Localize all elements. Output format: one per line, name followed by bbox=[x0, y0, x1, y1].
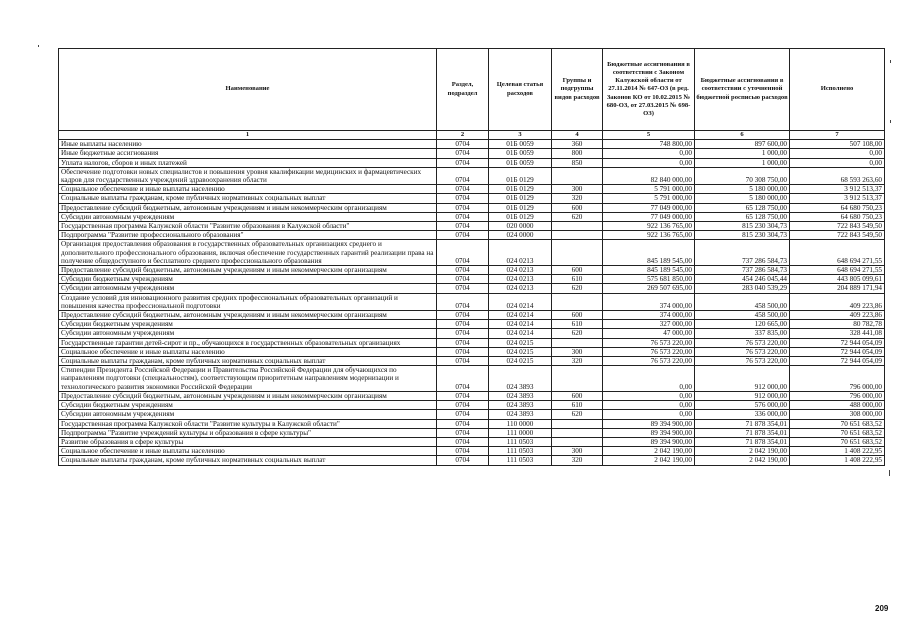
table-row bbox=[59, 240, 885, 266]
cell-law: 845 189 545,00 bbox=[603, 240, 695, 266]
cell-target: 111 0503 bbox=[489, 456, 552, 465]
table-row bbox=[59, 212, 885, 221]
table-row bbox=[59, 329, 885, 338]
cell-schedule: 458 500,00 bbox=[695, 311, 790, 320]
table-row bbox=[59, 320, 885, 329]
cell-group: 300 bbox=[552, 447, 603, 456]
header-section: Раздел, подраздел bbox=[437, 49, 489, 131]
cell-group: 300 bbox=[552, 185, 603, 194]
table-row bbox=[59, 167, 885, 184]
cell-group: 620 bbox=[552, 284, 603, 293]
cell-name: Иные бюджетные ассигнования bbox=[59, 149, 437, 158]
cell-name: Создание условий для инновационного развития средних профессиональных образовательных организаций и повышения качества профессиональной подготовки bbox=[59, 293, 437, 310]
cell-executed: 308 000,00 bbox=[790, 410, 885, 419]
cell-group bbox=[552, 231, 603, 240]
cell-target: 01Б 0059 bbox=[489, 140, 552, 149]
cell-target: 024 0213 bbox=[489, 240, 552, 266]
cell-group: 620 bbox=[552, 410, 603, 419]
cell-executed: 70 651 683,52 bbox=[790, 419, 885, 428]
cell-group: 600 bbox=[552, 203, 603, 212]
cell-section: 0704 bbox=[437, 366, 489, 392]
cell-group: 610 bbox=[552, 275, 603, 284]
cell-law: 76 573 220,00 bbox=[603, 347, 695, 356]
cell-law: 0,00 bbox=[603, 149, 695, 158]
cell-name: Социальные выплаты гражданам, кроме публичных нормативных социальных выплат bbox=[59, 357, 437, 366]
cell-law: 5 791 000,00 bbox=[603, 185, 695, 194]
cell-name: Субсидии автономным учреждениям bbox=[59, 284, 437, 293]
scan-mark bbox=[890, 120, 891, 123]
cell-law: 77 049 000,00 bbox=[603, 203, 695, 212]
cell-schedule: 912 000,00 bbox=[695, 366, 790, 392]
table-row bbox=[59, 456, 885, 465]
header-name: Наименование bbox=[59, 49, 437, 131]
cell-section: 0704 bbox=[437, 401, 489, 410]
cell-section: 0704 bbox=[437, 158, 489, 167]
cell-target: 111 0503 bbox=[489, 437, 552, 446]
cell-section: 0704 bbox=[437, 194, 489, 203]
scan-mark bbox=[889, 470, 890, 476]
cell-section: 0704 bbox=[437, 447, 489, 456]
cell-name: Предоставление субсидий бюджетным, автономным учреждениям и иным некоммерческим организациям bbox=[59, 266, 437, 275]
cell-law: 76 573 220,00 bbox=[603, 338, 695, 347]
cell-target: 01Б 0059 bbox=[489, 149, 552, 158]
cell-target: 024 0215 bbox=[489, 338, 552, 347]
cell-executed: 328 441,08 bbox=[790, 329, 885, 338]
cell-name: Государственные гарантии детей-сирот и пр., обучающихся в государственных образовательных организациях bbox=[59, 338, 437, 347]
cell-group bbox=[552, 293, 603, 310]
cell-section: 0704 bbox=[437, 212, 489, 221]
cell-group: 610 bbox=[552, 401, 603, 410]
cell-section: 0704 bbox=[437, 338, 489, 347]
header-target: Целевая статья расходов bbox=[489, 49, 552, 131]
cell-section: 0704 bbox=[437, 293, 489, 310]
cell-section: 0704 bbox=[437, 284, 489, 293]
table-row bbox=[59, 437, 885, 446]
cell-law: 76 573 220,00 bbox=[603, 357, 695, 366]
cell-law: 575 681 850,00 bbox=[603, 275, 695, 284]
table-row bbox=[59, 266, 885, 275]
cell-group bbox=[552, 419, 603, 428]
cell-executed: 0,00 bbox=[790, 158, 885, 167]
cell-schedule: 454 246 045,44 bbox=[695, 275, 790, 284]
cell-group bbox=[552, 167, 603, 184]
cell-law: 2 042 190,00 bbox=[603, 447, 695, 456]
cell-schedule: 737 286 584,73 bbox=[695, 240, 790, 266]
cell-law: 327 000,00 bbox=[603, 320, 695, 329]
cell-section: 0704 bbox=[437, 347, 489, 356]
cell-law: 2 042 190,00 bbox=[603, 456, 695, 465]
cell-group: 360 bbox=[552, 140, 603, 149]
cell-target: 024 0214 bbox=[489, 320, 552, 329]
cell-target: 01Б 0129 bbox=[489, 167, 552, 184]
cell-executed: 409 223,86 bbox=[790, 293, 885, 310]
cell-section: 0704 bbox=[437, 231, 489, 240]
cell-executed: 648 694 271,55 bbox=[790, 240, 885, 266]
column-number: 5 bbox=[603, 131, 695, 140]
cell-name: Социальное обеспечение и иные выплаты населению bbox=[59, 185, 437, 194]
cell-target: 01Б 0129 bbox=[489, 194, 552, 203]
cell-executed: 72 944 054,09 bbox=[790, 357, 885, 366]
scan-mark bbox=[890, 60, 891, 63]
cell-target: 024 0213 bbox=[489, 275, 552, 284]
cell-executed: 507 108,00 bbox=[790, 140, 885, 149]
table-row bbox=[59, 222, 885, 231]
cell-schedule: 76 573 220,00 bbox=[695, 357, 790, 366]
cell-section: 0704 bbox=[437, 329, 489, 338]
cell-executed: 722 843 549,50 bbox=[790, 231, 885, 240]
table-row bbox=[59, 419, 885, 428]
cell-section: 0704 bbox=[437, 419, 489, 428]
cell-name: Подпрограмма "Развитие учреждений культуры и образования в сфере культуры" bbox=[59, 428, 437, 437]
cell-schedule: 458 500,00 bbox=[695, 293, 790, 310]
cell-executed: 1 408 222,95 bbox=[790, 447, 885, 456]
cell-target: 024 0214 bbox=[489, 293, 552, 310]
cell-name: Социальное обеспечение и иные выплаты населению bbox=[59, 347, 437, 356]
cell-schedule: 737 286 584,73 bbox=[695, 266, 790, 275]
cell-section: 0704 bbox=[437, 275, 489, 284]
cell-target: 01Б 0129 bbox=[489, 203, 552, 212]
column-number: 2 bbox=[437, 131, 489, 140]
cell-name: Субсидии бюджетным учреждениям bbox=[59, 401, 437, 410]
header-schedule: Бюджетные ассигнования в соответствии с уточненной бюджетной росписью расходов bbox=[695, 49, 790, 131]
cell-group: 600 bbox=[552, 391, 603, 400]
table-body bbox=[59, 140, 885, 465]
cell-law: 374 000,00 bbox=[603, 311, 695, 320]
cell-executed: 204 889 171,94 bbox=[790, 284, 885, 293]
cell-executed: 1 408 222,95 bbox=[790, 456, 885, 465]
cell-law: 0,00 bbox=[603, 391, 695, 400]
header-row bbox=[59, 49, 885, 131]
cell-target: 024 3893 bbox=[489, 410, 552, 419]
cell-group: 320 bbox=[552, 456, 603, 465]
cell-law: 845 189 545,00 bbox=[603, 266, 695, 275]
cell-section: 0704 bbox=[437, 140, 489, 149]
page-number: 209 bbox=[875, 604, 889, 613]
cell-group: 320 bbox=[552, 357, 603, 366]
cell-schedule: 576 000,00 bbox=[695, 401, 790, 410]
cell-target: 024 3893 bbox=[489, 391, 552, 400]
cell-section: 0704 bbox=[437, 311, 489, 320]
cell-schedule: 2 042 190,00 bbox=[695, 447, 790, 456]
cell-name: Подпрограмма "Развитие профессионального образования" bbox=[59, 231, 437, 240]
cell-executed: 0,00 bbox=[790, 149, 885, 158]
cell-schedule: 815 230 304,73 bbox=[695, 222, 790, 231]
cell-law: 748 800,00 bbox=[603, 140, 695, 149]
cell-target: 024 0215 bbox=[489, 357, 552, 366]
cell-law: 922 136 765,00 bbox=[603, 222, 695, 231]
cell-target: 024 0000 bbox=[489, 231, 552, 240]
cell-target: 024 0213 bbox=[489, 266, 552, 275]
table-row bbox=[59, 311, 885, 320]
cell-executed: 648 694 271,55 bbox=[790, 266, 885, 275]
cell-target: 110 0000 bbox=[489, 419, 552, 428]
cell-schedule: 65 128 750,00 bbox=[695, 212, 790, 221]
cell-name: Субсидии автономным учреждениям bbox=[59, 410, 437, 419]
cell-section: 0704 bbox=[437, 222, 489, 231]
cell-name: Предоставление субсидий бюджетным, автономным учреждениям и иным некоммерческим организациям bbox=[59, 391, 437, 400]
cell-law: 89 394 900,00 bbox=[603, 419, 695, 428]
cell-schedule: 336 000,00 bbox=[695, 410, 790, 419]
cell-group: 850 bbox=[552, 158, 603, 167]
cell-executed: 409 223,86 bbox=[790, 311, 885, 320]
cell-section: 0704 bbox=[437, 266, 489, 275]
column-number: 1 bbox=[59, 131, 437, 140]
table-row bbox=[59, 284, 885, 293]
cell-target: 111 0503 bbox=[489, 447, 552, 456]
cell-name: Государственная программа Калужской области "Развитие образования в Калужской области" bbox=[59, 222, 437, 231]
cell-executed: 64 680 750,23 bbox=[790, 212, 885, 221]
cell-target: 024 0214 bbox=[489, 329, 552, 338]
table-row bbox=[59, 428, 885, 437]
cell-name: Уплата налогов, сборов и иных платежей bbox=[59, 158, 437, 167]
cell-section: 0704 bbox=[437, 185, 489, 194]
cell-schedule: 71 878 354,01 bbox=[695, 437, 790, 446]
cell-law: 89 394 900,00 bbox=[603, 428, 695, 437]
cell-target: 024 3893 bbox=[489, 366, 552, 392]
cell-group: 620 bbox=[552, 212, 603, 221]
cell-group bbox=[552, 366, 603, 392]
cell-name: Субсидии автономным учреждениям bbox=[59, 212, 437, 221]
cell-name: Субсидии автономным учреждениям bbox=[59, 329, 437, 338]
cell-target: 024 0214 bbox=[489, 311, 552, 320]
table-row bbox=[59, 275, 885, 284]
cell-schedule: 337 835,00 bbox=[695, 329, 790, 338]
cell-schedule: 76 573 220,00 bbox=[695, 338, 790, 347]
cell-schedule: 71 878 354,01 bbox=[695, 428, 790, 437]
cell-section: 0704 bbox=[437, 391, 489, 400]
cell-name: Предоставление субсидий бюджетным, автономным учреждениям и иным некоммерческим организациям bbox=[59, 203, 437, 212]
cell-group bbox=[552, 338, 603, 347]
cell-group: 600 bbox=[552, 311, 603, 320]
cell-group: 620 bbox=[552, 329, 603, 338]
cell-group: 300 bbox=[552, 347, 603, 356]
cell-schedule: 70 308 750,00 bbox=[695, 167, 790, 184]
column-number: 7 bbox=[790, 131, 885, 140]
cell-law: 922 136 765,00 bbox=[603, 231, 695, 240]
cell-target: 01Б 0129 bbox=[489, 185, 552, 194]
cell-schedule: 65 128 750,00 bbox=[695, 203, 790, 212]
cell-name: Развитие образования в сфере культуры bbox=[59, 437, 437, 446]
cell-target: 024 3893 bbox=[489, 401, 552, 410]
cell-schedule: 76 573 220,00 bbox=[695, 347, 790, 356]
header-law: Бюджетные ассигнования в соответствии с Законом Калужской области от 27.11.2014 № 647-ОЗ (в ред. Законов КО от 10.02.2015 № 680-ОЗ, от 27.03.2015 № 698-ОЗ) bbox=[603, 49, 695, 131]
table-row bbox=[59, 293, 885, 310]
table-row bbox=[59, 149, 885, 158]
cell-section: 0704 bbox=[437, 167, 489, 184]
cell-executed: 70 651 683,52 bbox=[790, 437, 885, 446]
cell-name: Обеспечение подготовки новых специалистов и повышения уровня квалификации медицинских и фармацевтических кадров для государственных учреждений здравоохранения области bbox=[59, 167, 437, 184]
cell-law: 0,00 bbox=[603, 410, 695, 419]
table-row bbox=[59, 140, 885, 149]
cell-target: 020 0000 bbox=[489, 222, 552, 231]
cell-group: 800 bbox=[552, 149, 603, 158]
table-row bbox=[59, 347, 885, 356]
cell-schedule: 120 665,00 bbox=[695, 320, 790, 329]
cell-name: Социальные выплаты гражданам, кроме публичных нормативных социальных выплат bbox=[59, 194, 437, 203]
cell-schedule: 2 042 190,00 bbox=[695, 456, 790, 465]
cell-group bbox=[552, 428, 603, 437]
cell-section: 0704 bbox=[437, 149, 489, 158]
table-row bbox=[59, 447, 885, 456]
table-row bbox=[59, 185, 885, 194]
cell-section: 0704 bbox=[437, 410, 489, 419]
cell-law: 0,00 bbox=[603, 366, 695, 392]
cell-law: 5 791 000,00 bbox=[603, 194, 695, 203]
cell-group: 610 bbox=[552, 320, 603, 329]
cell-schedule: 5 180 000,00 bbox=[695, 185, 790, 194]
cell-executed: 722 843 549,50 bbox=[790, 222, 885, 231]
cell-group bbox=[552, 437, 603, 446]
cell-schedule: 283 040 539,29 bbox=[695, 284, 790, 293]
cell-executed: 72 944 054,09 bbox=[790, 338, 885, 347]
cell-group: 320 bbox=[552, 194, 603, 203]
cell-name: Иные выплаты населению bbox=[59, 140, 437, 149]
cell-name: Организация предоставления образования в государственных образовательных организациях среднего и дополнительного профессионального образования, включая обеспечение государственных гарантий реализации права на получение общедоступного и бесплатного среднего профессионального образования bbox=[59, 240, 437, 266]
header-executed: Исполнено bbox=[790, 49, 885, 131]
cell-section: 0704 bbox=[437, 456, 489, 465]
table-row bbox=[59, 231, 885, 240]
cell-schedule: 1 000,00 bbox=[695, 149, 790, 158]
cell-name: Предоставление субсидий бюджетным, автономным учреждениям и иным некоммерческим организациям bbox=[59, 311, 437, 320]
cell-name: Стипендии Президента Российской Федерации и Правительства Российской Федерации для обучающихся по направлениям подготовки (специальностям), соответствующим приоритетным направлениям модернизации и технологического развития экономики Российской Федерации bbox=[59, 366, 437, 392]
cell-law: 47 000,00 bbox=[603, 329, 695, 338]
cell-name: Субсидии бюджетным учреждениям bbox=[59, 275, 437, 284]
cell-section: 0704 bbox=[437, 437, 489, 446]
cell-section: 0704 bbox=[437, 320, 489, 329]
cell-law: 89 394 900,00 bbox=[603, 437, 695, 446]
cell-executed: 64 680 750,23 bbox=[790, 203, 885, 212]
header-group: Группы и подгруппы видов расходов bbox=[552, 49, 603, 131]
column-number-row bbox=[59, 131, 885, 140]
cell-section: 0704 bbox=[437, 203, 489, 212]
cell-target: 024 0213 bbox=[489, 284, 552, 293]
table-row bbox=[59, 338, 885, 347]
cell-schedule: 897 600,00 bbox=[695, 140, 790, 149]
cell-executed: 488 000,00 bbox=[790, 401, 885, 410]
cell-law: 82 840 000,00 bbox=[603, 167, 695, 184]
cell-group bbox=[552, 222, 603, 231]
cell-schedule: 5 180 000,00 bbox=[695, 194, 790, 203]
cell-group: 600 bbox=[552, 266, 603, 275]
table-row bbox=[59, 357, 885, 366]
column-number: 4 bbox=[552, 131, 603, 140]
cell-executed: 796 000,00 bbox=[790, 366, 885, 392]
column-number: 3 bbox=[489, 131, 552, 140]
cell-section: 0704 bbox=[437, 240, 489, 266]
cell-schedule: 912 000,00 bbox=[695, 391, 790, 400]
cell-schedule: 1 000,00 bbox=[695, 158, 790, 167]
table-row bbox=[59, 410, 885, 419]
cell-schedule: 815 230 304,73 bbox=[695, 231, 790, 240]
table-row bbox=[59, 203, 885, 212]
cell-section: 0704 bbox=[437, 357, 489, 366]
cell-law: 0,00 bbox=[603, 158, 695, 167]
cell-target: 01Б 0129 bbox=[489, 212, 552, 221]
column-number: 6 bbox=[695, 131, 790, 140]
cell-law: 0,00 bbox=[603, 401, 695, 410]
table-row bbox=[59, 194, 885, 203]
cell-name: Социальные выплаты гражданам, кроме публичных нормативных социальных выплат bbox=[59, 456, 437, 465]
cell-executed: 443 805 099,61 bbox=[790, 275, 885, 284]
cell-section: 0704 bbox=[437, 428, 489, 437]
cell-target: 024 0215 bbox=[489, 347, 552, 356]
table-row bbox=[59, 158, 885, 167]
table-row bbox=[59, 401, 885, 410]
cell-executed: 3 912 513,37 bbox=[790, 185, 885, 194]
scan-mark bbox=[38, 45, 39, 47]
cell-name: Государственная программа Калужской области "Развитие культуры в Калужской области" bbox=[59, 419, 437, 428]
cell-target: 111 0000 bbox=[489, 428, 552, 437]
cell-name: Субсидии бюджетным учреждениям bbox=[59, 320, 437, 329]
cell-executed: 796 000,00 bbox=[790, 391, 885, 400]
cell-schedule: 71 878 354,01 bbox=[695, 419, 790, 428]
cell-executed: 3 912 513,37 bbox=[790, 194, 885, 203]
budget-table bbox=[58, 48, 885, 466]
cell-executed: 72 944 054,09 bbox=[790, 347, 885, 356]
cell-target: 01Б 0059 bbox=[489, 158, 552, 167]
cell-law: 77 049 000,00 bbox=[603, 212, 695, 221]
cell-law: 374 000,00 bbox=[603, 293, 695, 310]
cell-group bbox=[552, 240, 603, 266]
cell-law: 269 507 695,00 bbox=[603, 284, 695, 293]
cell-executed: 68 593 263,60 bbox=[790, 167, 885, 184]
cell-name: Социальное обеспечение и иные выплаты населению bbox=[59, 447, 437, 456]
cell-executed: 70 651 683,52 bbox=[790, 428, 885, 437]
table-row bbox=[59, 391, 885, 400]
table-row bbox=[59, 366, 885, 392]
cell-executed: 80 782,78 bbox=[790, 320, 885, 329]
